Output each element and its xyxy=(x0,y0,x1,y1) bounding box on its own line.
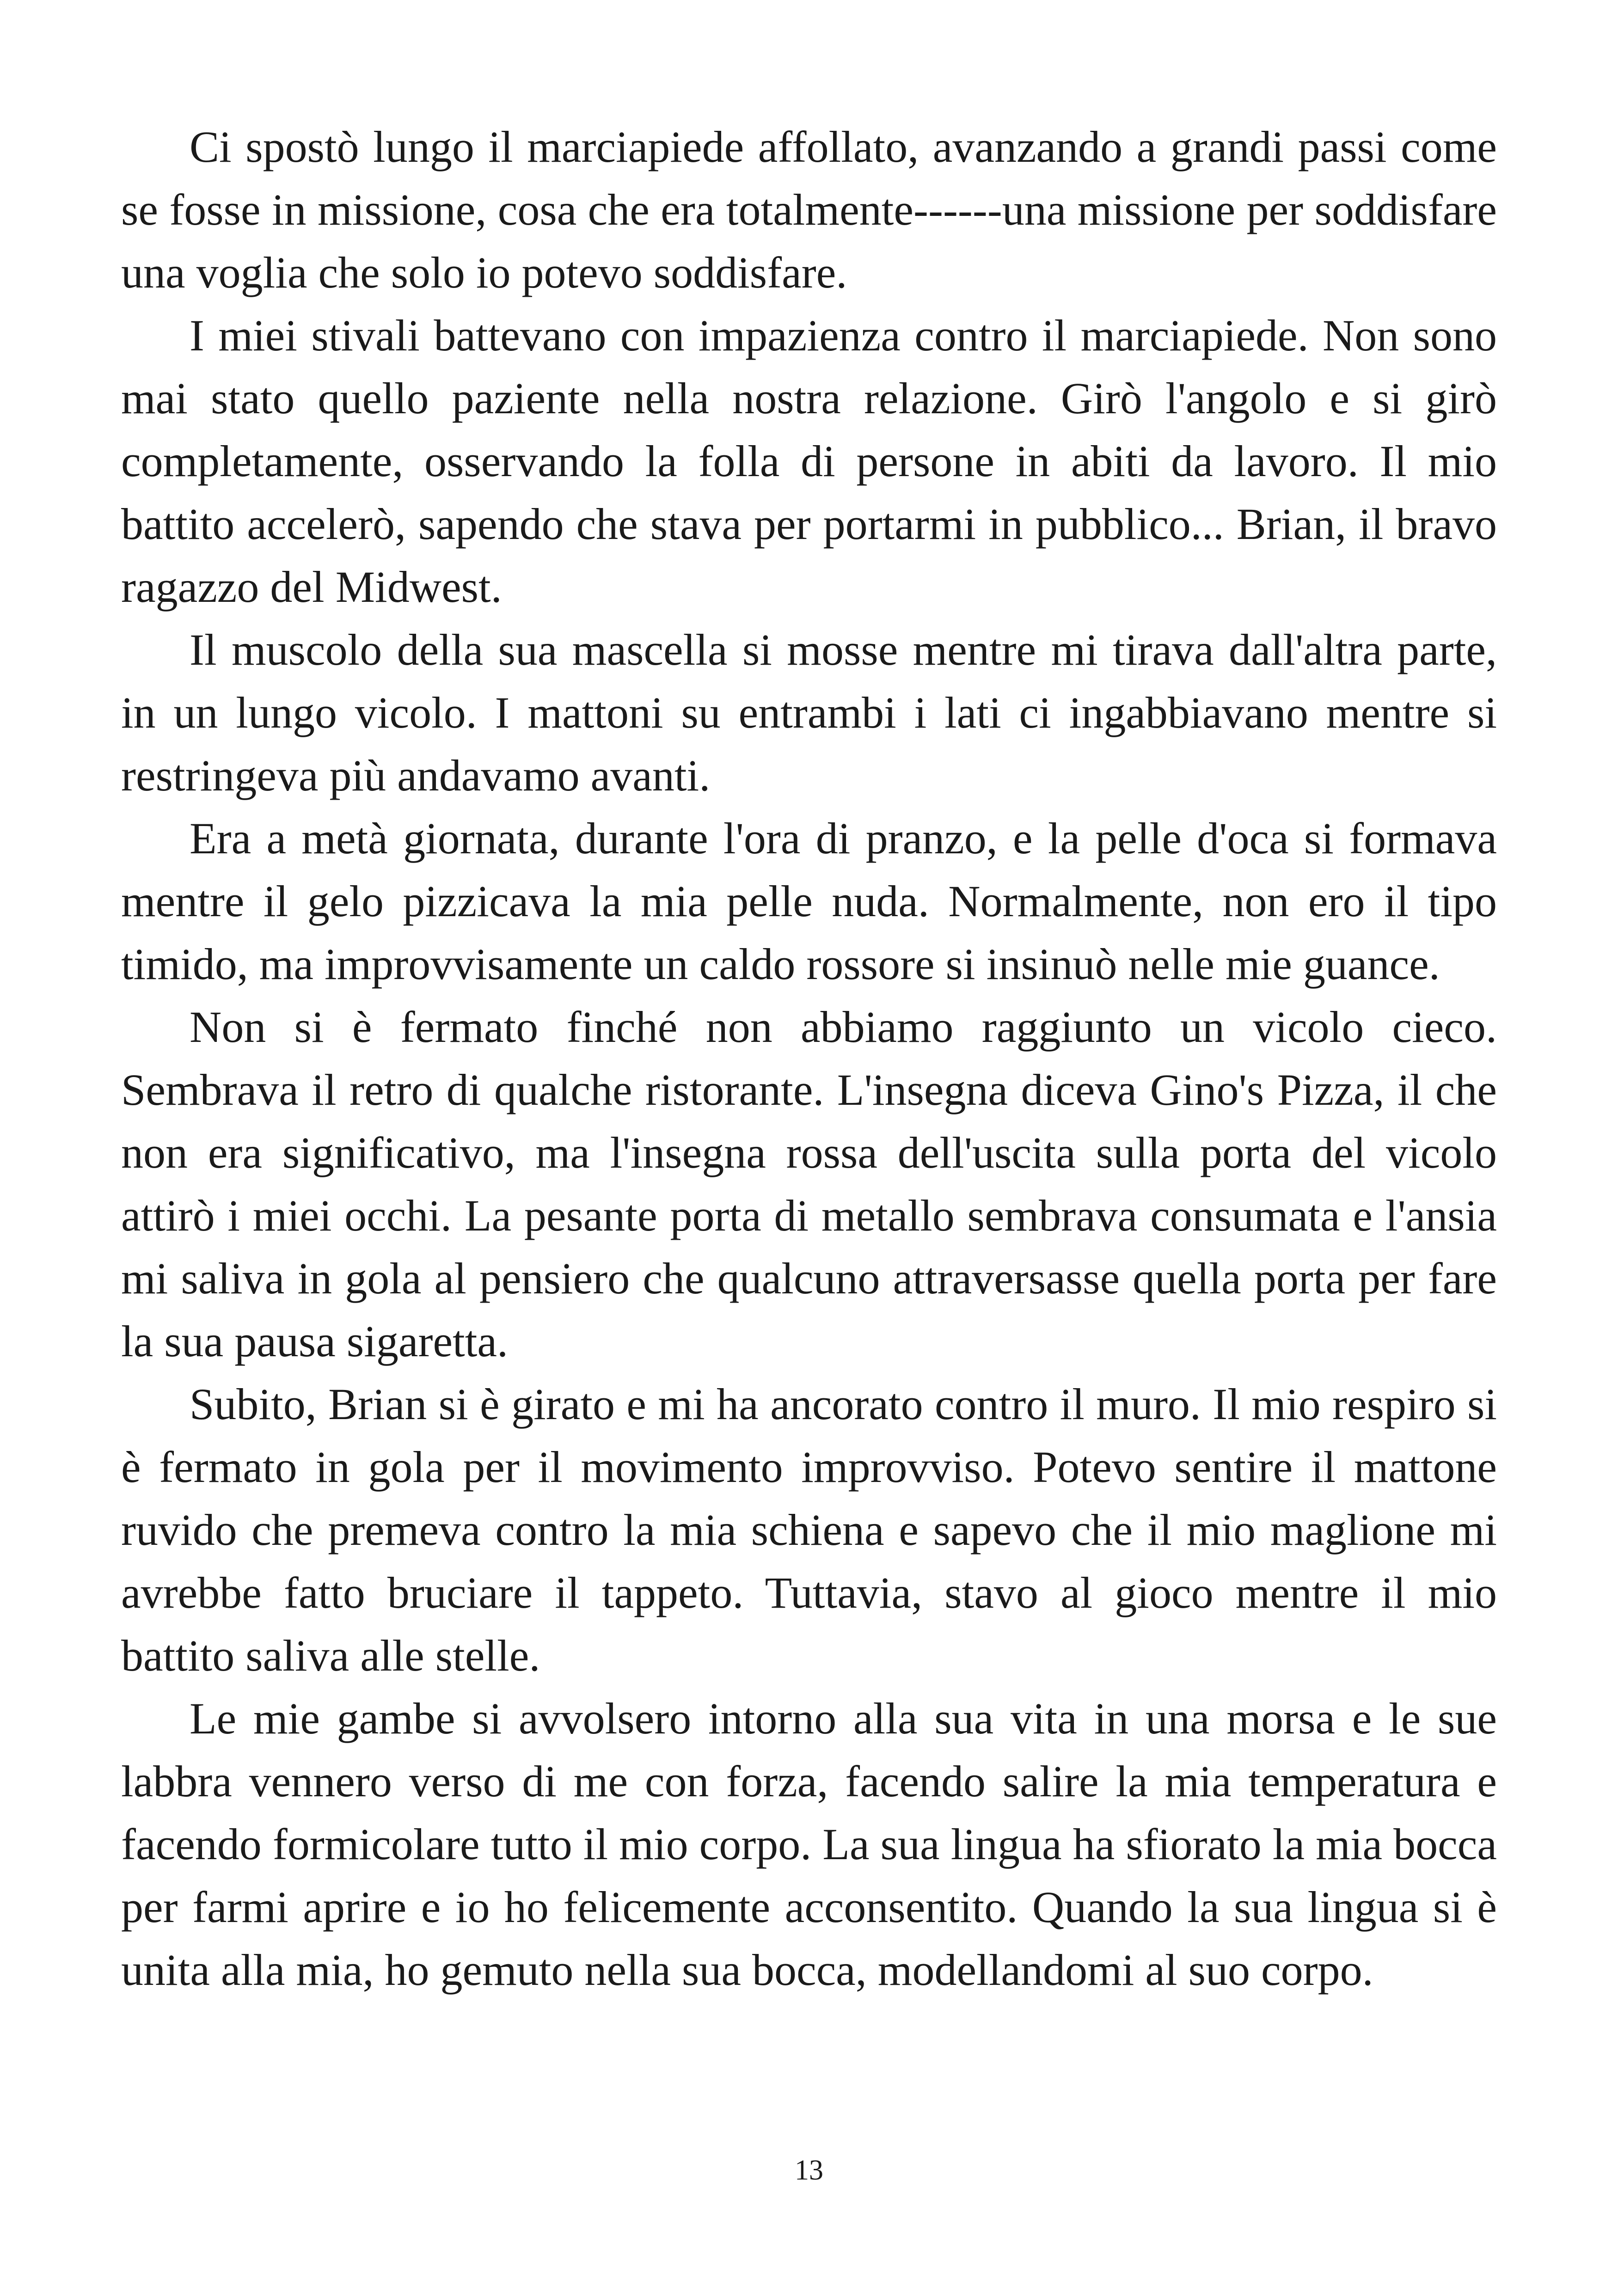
paragraph: Subito, Brian si è girato e mi ha ancorato contro il muro. Il mio respiro si è fermato in gola per il movimento improvviso. Potevo sentire il mattone ruvido che premeva contro la mia schiena e sapevo che il mio maglione mi avrebbe fatto bruciare il tappeto. Tuttavia, stavo al gioco mentre il mio battito saliva alle stelle. xyxy=(121,1379,1497,1680)
page-number: 13 xyxy=(795,2155,823,2186)
paragraph: Non si è fermato finché non abbiamo raggiunto un vicolo cieco. Sembrava il retro di qualche ristorante. L'insegna diceva Gino's Pizza, il che non era significativo, ma l'insegna rossa dell'uscita sulla porta del vicolo attirò i miei occhi. La pesante porta di metallo sembrava consumata e l'ansia mi saliva in gola al pensiero che qualcuno attraversasse quella porta per fare la sua pausa sigaretta. xyxy=(121,1002,1497,1366)
paragraph: Ci spostò lungo il marciapiede affollato, avanzando a grandi passi come se fosse in missione, cosa che era totalmente------una missione per soddisfare una voglia che solo io potevo soddisfare. xyxy=(121,122,1497,297)
paragraph: Il muscolo della sua mascella si mosse mentre mi tirava dall'altra parte, in un lungo vicolo. I mattoni su entrambi i lati ci ingabbiavano mentre si restringeva più andavamo avanti. xyxy=(121,625,1497,800)
paragraph: Era a metà giornata, durante l'ora di pranzo, e la pelle d'oca si formava mentre il gelo pizzicava la mia pelle nuda. Normalmente, non ero il tipo timido, ma improvvisamente un caldo rossore si insinuò nelle mie guance. xyxy=(121,814,1497,989)
paragraph: Le mie gambe si avvolsero intorno alla sua vita in una morsa e le sue labbra vennero verso di me con forza, facendo salire la mia temperatura e facendo formicolare tutto il mio corpo. La sua lingua ha sfiorato la mia bocca per farmi aprire e io ho felicemente acconsentito. Quando la sua lingua si è unita alla mia, ho gemuto nella sua bocca, modellandomi al suo corpo. xyxy=(121,1694,1497,1995)
body-text xyxy=(121,116,1497,2002)
paragraph: I miei stivali battevano con impazienza contro il marciapiede. Non sono mai stato quello paziente nella nostra relazione. Girò l'angolo e si girò completamente, osservando la folla di persone in abiti da lavoro. Il mio battito accelerò, sapendo che stava per portarmi in pubblico... Brian, il bravo ragazzo del Midwest. xyxy=(121,311,1497,612)
